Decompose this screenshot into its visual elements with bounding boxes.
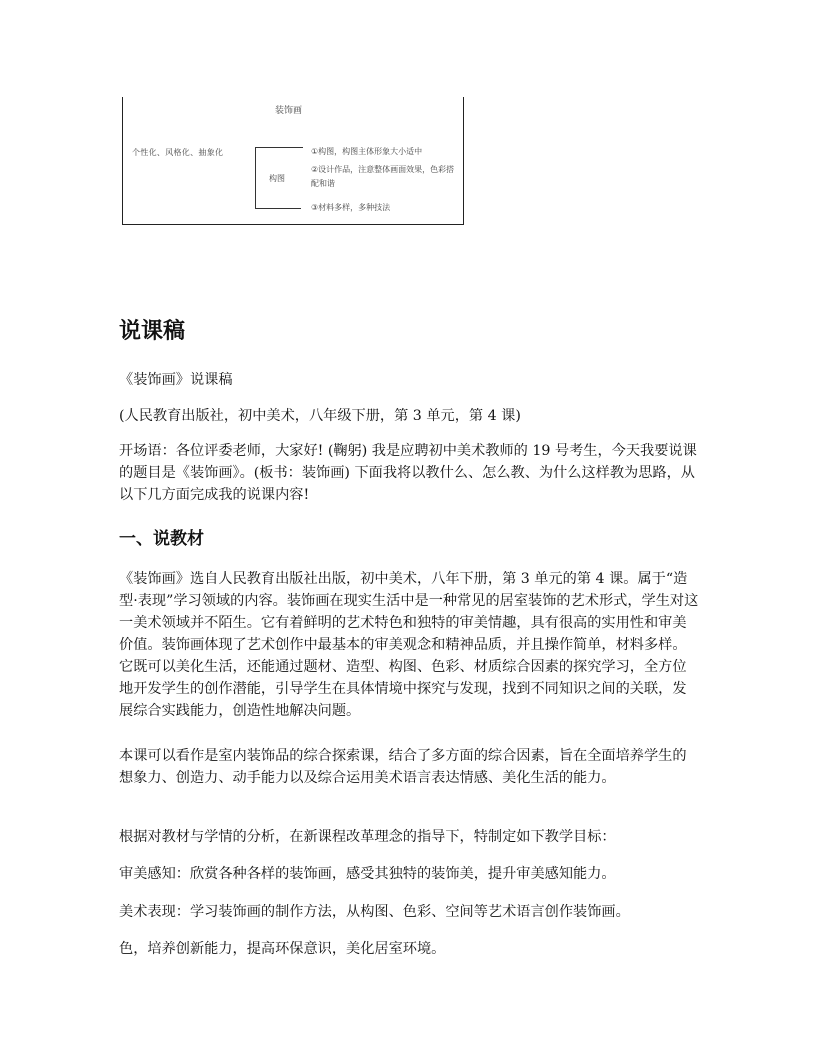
board-item-2: ②设计作品，注意整体画面效果，色彩搭配和谐 xyxy=(311,165,455,188)
art-expression-paragraph: 美术表现：学习装饰画的制作方法，从构图、色彩、空间等艺术语言创作装饰画。 xyxy=(119,904,630,920)
objectives-intro-paragraph: 根据对教材与学情的分析，在新课程改革理念的指导下，特制定如下教学目标： xyxy=(119,829,616,845)
section-heading-textbook: 一、说教材 xyxy=(119,529,204,549)
board-bracket-line xyxy=(255,147,256,208)
board-bracket-bottom xyxy=(255,208,301,209)
board-item-1: ①构图，构图主体形象大小适中 xyxy=(311,147,423,156)
document-heading: 说课稿 xyxy=(119,319,186,344)
board-item-3: ③材料多样，多种技法 xyxy=(311,203,391,212)
document-subtitle: 《装饰画》说课稿 xyxy=(119,372,233,388)
aesthetic-perception-paragraph: 审美感知：欣赏各种各样的装饰画，感受其独特的装饰美，提升审美感知能力。 xyxy=(119,866,616,882)
closing-fragment-paragraph: 色，培养创新能力，提高环保意识，美化居室环境。 xyxy=(119,941,446,957)
board-left-text: 个性化、风格化、抽象化 xyxy=(132,148,224,157)
lesson-nature-paragraph: 本课可以看作是室内装饰品的综合探索课，结合了多方面的综合因素，旨在全面培养学生的想象力、创造力、动手能力以及综合运用美术语言表达情感、美化生活的能力。 xyxy=(119,748,687,786)
blackboard-diagram xyxy=(122,97,464,225)
opening-paragraph: 开场语：各位评委老师，大家好! (鞠躬) 我是应聘初中美术教师的 19 号考生，今天我要说课的题目是《装饰画》。(板书：装饰画) 下面我将以教什么、怎么教、为什么这样教为思路，从以下几方面完成我的说课内容! xyxy=(119,443,697,503)
board-bracket-top xyxy=(255,147,303,148)
document-source: (人民教育出版社，初中美术，八年级下册，第 3 单元，第 4 课) xyxy=(119,408,521,424)
board-title: 装饰画 xyxy=(275,106,303,116)
textbook-paragraph: 《装饰画》选自人民教育出版社出版，初中美术，八年下册，第 3 单元的第 4 课。属于“造型·表现”学习领域的内容。装饰画在现实生活中是一种常见的居室装饰的艺术形式，学生对这一美术领域并不陌生。它有着鲜明的艺术特色和独特的审美情趣，具有很高的实用性和审美价值。装饰画体现了艺术创作中最基本的审美观念和精神品质，并且操作简单，材料多样。它既可以美化生活，还能通过题材、造型、构图、色彩、材质综合因素的探究学习，全方位地开发学生的创作潜能，引导学生在具体情境中探究与发现，找到不同知识之间的关联，发展综合实践能力，创造性地解决问题。 xyxy=(119,571,699,719)
board-mid-text: 构图 xyxy=(269,174,285,183)
